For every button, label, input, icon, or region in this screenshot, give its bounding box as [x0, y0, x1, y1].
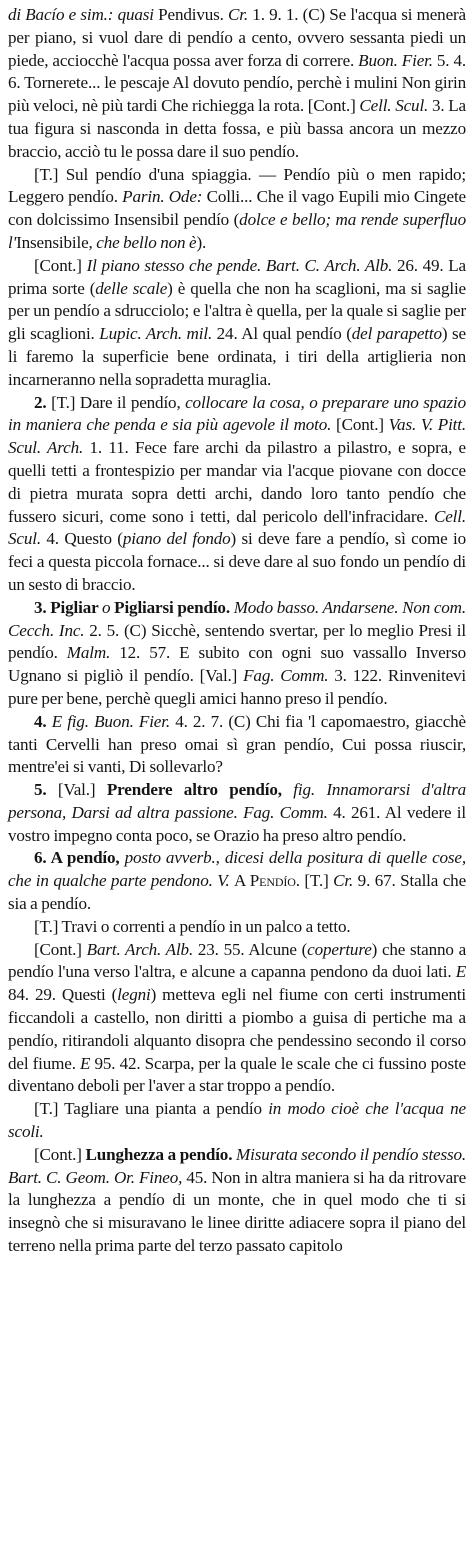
entry-paragraph [8, 4, 466, 164]
text-run: 5. [34, 780, 58, 800]
text-run: Modo basso. Andarsene. Non com. Cecch. Inc. [8, 597, 467, 640]
text-run: in modo cioè che l'acqua ne scoli. [8, 1099, 466, 1142]
entry-paragraph [8, 939, 466, 1099]
text-run: ) che stanno a pendío l'una verso l'altra, e alcune a capanna pendono da duoi lati. [8, 939, 467, 982]
text-run: 4. 2. 7. (C) Chi fia 'l capomaestro, giacchè tanti Cervelli han preso omai sì gran pendío, Cui possa riuscir, mentre'ei si vanti, Di sollevarlo? [8, 711, 466, 777]
text-run: 6. A pendío, [34, 848, 125, 868]
entry-paragraph [8, 392, 466, 597]
text-run: dolce e bello; ma rende superfluo l' [8, 210, 466, 252]
text-run: 2. [34, 392, 52, 412]
text-run: 1. 11. Fece fare archi da pilastro a pilastro, e sopra, e quelli tetti a frontespizio per mandar via l'acque piovane con docce di pietra murata sopra detti archi, dando loro tanto pendío che fussero sicuri, come sono i tetti, dal pericolo dell'infracidare. [8, 438, 466, 526]
text-run: collocare la cosa, o preparare uno spazio in maniera che penda e sia più agevole il moto. [8, 392, 466, 435]
text-run: [T.] Sul pendío d'una spiaggia. — Pendío più o men rapido; Leggero pendío. [8, 164, 466, 207]
text-run: Bart. Arch. Alb. [86, 939, 198, 959]
text-run: 2. 5. (C) Sicchè, sentendo svertar, per lo meglio Presi il pendío. [8, 620, 466, 663]
text-run: Prendere altro pendío, [106, 780, 294, 800]
entry-paragraph [8, 597, 466, 711]
text-run: [Cont.] [34, 255, 87, 275]
text-run: A [234, 871, 250, 891]
text-run: Parin. Ode: [122, 187, 207, 207]
text-run: Pendío [249, 871, 296, 891]
text-run: Colli... Che il vago Eupili mio Cingete con dolcissimo Insensibil pendío ( [8, 187, 466, 230]
text-run: delle scale [95, 278, 168, 298]
text-run: posto avverb., dicesi della positura di quelle cose, che in qualche parte pendono. V. [8, 848, 466, 891]
text-run: Lunghezza a pendío. [85, 1144, 236, 1164]
text-run: 24. Al qual pendío ( [216, 324, 352, 344]
text-run: o [102, 597, 115, 617]
text-run: Cell. Scul. [8, 506, 466, 549]
text-run: [Cont.] [34, 939, 87, 959]
text-run: [Val.] [57, 780, 107, 800]
text-run: di Bacío e sim.: quasi [8, 5, 159, 24]
text-run: 3. Pigliar [34, 597, 103, 617]
text-run: 3. La tua figura si nasconda in detta fossa, e più bassa ancora un mezzo braccio, acciò tu le possa dare il suo pendío. [8, 96, 466, 161]
text-run: legni [117, 985, 151, 1005]
text-run: ) metteva egli nel fiume con certi instrumenti ficcandoli a castello, non diritti a piombo a guisa di pertiche ma a pendío, ritirandoli alquanto disopra che pendessino secondo il corso del fiume. [8, 985, 466, 1073]
text-run: del parapetto [351, 324, 442, 344]
text-run: ). [196, 232, 207, 252]
text-run: Pigliarsi pendío. [114, 597, 234, 617]
entry-paragraph [8, 847, 466, 915]
text-run: Cr. [228, 5, 253, 24]
text-run: Misurata secondo il pendío stesso. Bart. C. Geom. Or. Fineo, [8, 1144, 467, 1187]
text-run: 23. 55. Alcune ( [197, 939, 308, 959]
text-run: 12. 57. E subito con ogni suo vassallo Inverso Ugnano si pigliò il pendío. [Val.] [8, 643, 466, 686]
text-run: E [80, 1053, 95, 1073]
text-run: [T.] Travi o correnti a pendío in un palco a tetto. [34, 916, 351, 936]
text-run: Cell. Scul. [359, 96, 432, 116]
text-run: 5. 4. 6. Tornerete... le pescaje Al dovuto pendío, perchè i mulini Non girin più veloci, nè più tardi Che richiegga la rota. [Cont.] [8, 50, 466, 116]
entry-paragraph [8, 1098, 466, 1144]
entry-paragraph [8, 1144, 466, 1258]
entry-paragraph [8, 916, 466, 939]
text-run: ) se li faremo la superficie bene ordinata, i tiri della artiglieria non incarneranno nella sopradetta muraglia. [8, 324, 466, 389]
text-run: E fig. Buon. Fier. [51, 711, 176, 731]
text-run: Vas. V. Pitt. Scul. Arch. [8, 415, 466, 458]
text-run: 1. 9. 1. (C) Se l'acqua si menerà per piano, si vuol dare di pendío a cento, ovvero sessanta piedi un piede, acciocchè l'acqua possa aver forza di correre. [8, 5, 466, 70]
text-run: Buon. Fier. [358, 50, 437, 70]
text-run: 4. 261. Al vedere il vostro impegno conta poco, se Orazio ha preso altro pendío. [8, 802, 467, 845]
text-run: E [455, 962, 466, 982]
text-run: Cr. [333, 871, 358, 891]
text-run: 84. 29. Questi ( [8, 985, 118, 1005]
entry-paragraph [8, 779, 466, 847]
entry-paragraph [8, 711, 466, 779]
text-run: Insensibile, [16, 232, 97, 252]
text-run: 45. Non in altra maniera si ha da ritrovare la lunghezza a pendío di un monte, che in quel modo che ti si insegnò che si misuravano le linee diritte adiacere sopra il piano del terreno nella prima parte del terzo passato capitolo [8, 1167, 467, 1256]
text-run: [T.] Tagliare una pianta a pendío [34, 1099, 269, 1119]
text-run: [T.] Dare il pendío, [51, 392, 186, 412]
text-run: Lupic. Arch. mil. [99, 324, 217, 344]
text-run: 9. 67. Stalla che sia a pendío. [8, 871, 467, 914]
text-run: [Cont.] [34, 1144, 86, 1164]
text-run: Malm. [66, 643, 120, 663]
text-run: che bello non è [96, 232, 197, 252]
text-run: ) si deve fare a pendío, sì come io feci a questa piccola fornace... si deve dare al suo fondo un pendío di un sesto di braccio. [8, 529, 466, 594]
text-run: Fag. Comm. [243, 666, 335, 686]
text-run: 3. 122. Rinvenitevi pure per bene, perchè quegli amici hanno preso il pendío. [8, 666, 466, 708]
text-run: coperture [307, 939, 372, 959]
text-run: 95. 42. Scarpa, per la quale le scale che ci fussino poste diventano deboli per l'aver a star troppo a pendío. [8, 1053, 466, 1096]
text-run: [Cont.] [336, 415, 389, 435]
text-run: . [T.] [295, 871, 334, 891]
entry-paragraph [8, 255, 466, 392]
text-run: Pendivus. [158, 5, 229, 24]
text-run: ) è quella che non ha scaglioni, ma si saglie per un pendío a sdrucciolo; e l'altra è quella, per la quale si saglie per gli scaglioni. [8, 278, 466, 344]
dictionary-entry-pendio [8, 4, 466, 1258]
text-run: fig. Innamorarsi d'altra persona, Darsi ad altra passione. Fag. Comm. [8, 780, 466, 822]
text-run: Il piano stesso che pende. Bart. C. Arch. Alb. [86, 255, 397, 275]
entry-paragraph [8, 164, 466, 255]
text-run: 26. 49. La prima sorte ( [8, 255, 466, 298]
text-run: piano del fondo [122, 529, 231, 549]
text-run: 4. [34, 711, 52, 731]
text-run: 4. Questo ( [46, 529, 123, 549]
